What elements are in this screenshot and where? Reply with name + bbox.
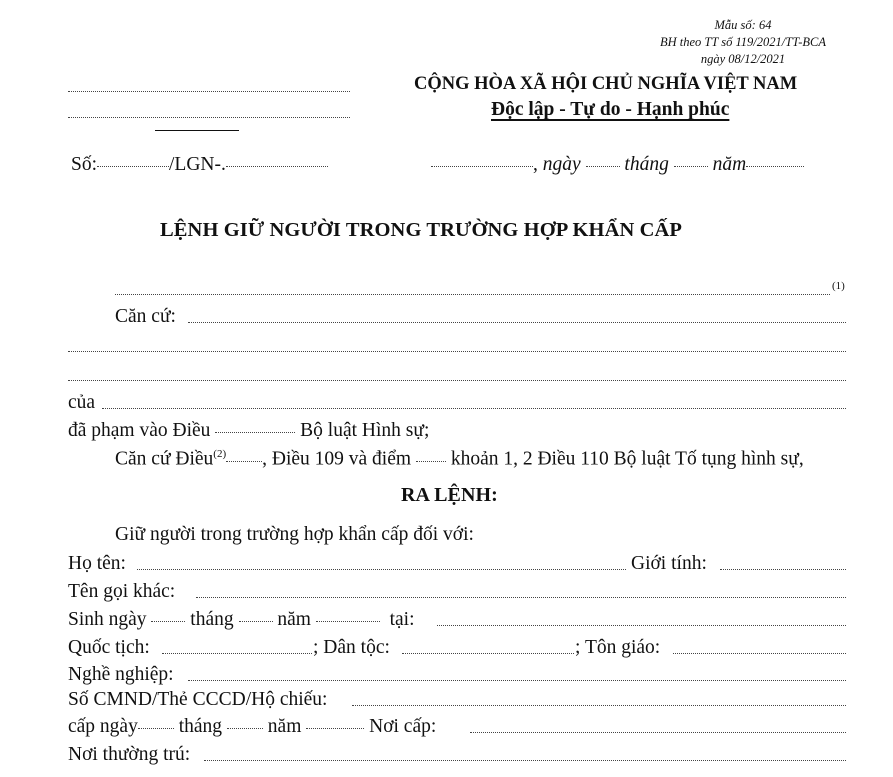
footnote-1: (1) — [832, 280, 845, 292]
religion-label: ; Tôn giáo: — [575, 637, 661, 658]
month-label: tháng — [624, 154, 669, 175]
violated-article-field[interactable] — [215, 432, 295, 433]
issued-day-field[interactable] — [138, 728, 174, 729]
alias-field[interactable] — [196, 597, 846, 598]
number-label: Số: — [71, 154, 98, 175]
gender-field[interactable] — [720, 569, 846, 570]
id-number-label: Số CMND/Thẻ CCCD/Hộ chiếu: — [68, 689, 328, 710]
form-number: Mẫu số: 64 — [714, 18, 772, 32]
issued-day-label: cấp ngày — [68, 716, 138, 737]
issue-line — [68, 716, 436, 738]
footnote-2: (2) — [213, 448, 227, 460]
legal-basis-prefix: Căn cứ Điều — [115, 448, 214, 470]
order-intro: Giữ người trong trường hợp khẩn cấp đối với: — [115, 524, 474, 545]
legal-basis-article-field[interactable] — [226, 461, 262, 462]
basis-field[interactable] — [188, 322, 846, 323]
agency-name-field[interactable] — [68, 91, 350, 92]
ethnicity-label: ; Dân tộc: — [313, 637, 390, 658]
form-issued-by: BH theo TT số 119/2021/TT-BCA — [660, 35, 826, 49]
birth-line — [68, 609, 415, 631]
place-date — [431, 154, 804, 176]
place-field[interactable] — [431, 166, 533, 167]
issued-month-field[interactable] — [227, 728, 263, 729]
born-day-field[interactable] — [151, 621, 185, 622]
legal-basis-mid: , Điều 109 và điểm — [262, 448, 412, 470]
country-name: CỘNG HÒA XÃ HỘI CHỦ NGHĨA VIỆT NAM — [414, 74, 798, 94]
born-place-field[interactable] — [437, 625, 846, 626]
order-heading: RA LỆNH: — [401, 484, 498, 506]
basis-field-line-3[interactable] — [68, 380, 846, 381]
religion-field[interactable] — [673, 653, 846, 654]
year-field[interactable] — [746, 166, 804, 167]
of-field[interactable] — [102, 408, 846, 409]
number-field[interactable] — [97, 166, 169, 167]
day-field[interactable] — [586, 166, 620, 167]
residence-field[interactable] — [204, 760, 846, 761]
issued-month-label: tháng — [178, 716, 223, 737]
issued-year-label: năm — [267, 716, 302, 737]
born-month-label: tháng — [190, 609, 234, 630]
occupation-label: Nghề nghiệp: — [68, 664, 174, 685]
of-label: của — [68, 392, 96, 413]
born-year-label: năm — [277, 609, 311, 630]
criminal-code-label: Bộ luật Hình sự; — [300, 420, 430, 441]
year-label: năm — [712, 154, 747, 175]
residence-label: Nơi thường trú: — [68, 744, 191, 765]
issued-year-field[interactable] — [306, 728, 364, 729]
occupation-field[interactable] — [188, 680, 846, 681]
number-suffix: /LGN-. — [169, 154, 226, 175]
born-month-field[interactable] — [239, 621, 273, 622]
number-code-field[interactable] — [226, 166, 328, 167]
form-meta — [613, 17, 873, 68]
basis-label: Căn cứ: — [115, 306, 176, 327]
ethnicity-field[interactable] — [402, 653, 574, 654]
issued-place-label: Nơi cấp: — [369, 716, 437, 737]
month-field[interactable] — [674, 166, 708, 167]
agency-divider — [155, 130, 239, 131]
gender-label: Giới tính: — [631, 553, 707, 574]
issued-place-field[interactable] — [470, 732, 846, 733]
full-name-label: Họ tên: — [68, 553, 126, 574]
legal-basis-line — [115, 448, 804, 471]
nationality-field[interactable] — [162, 653, 312, 654]
national-motto: Độc lập - Tự do - Hạnh phúc — [491, 99, 730, 120]
violated-article-line — [68, 420, 429, 442]
legal-basis-suffix: khoản 1, 2 Điều 110 Bộ luật Tố tụng hình sự, — [450, 448, 804, 470]
id-number-field[interactable] — [352, 705, 846, 706]
nationality-label: Quốc tịch: — [68, 637, 150, 658]
born-place-label: tại: — [389, 609, 415, 630]
document-title: LỆNH GIỮ NGƯỜI TRONG TRƯỜNG HỢP KHẨN CẤP — [160, 219, 683, 241]
alias-label: Tên gọi khác: — [68, 581, 176, 602]
born-day-label: Sinh ngày — [68, 609, 147, 630]
reference-number — [71, 154, 328, 176]
form-issued-date: ngày 08/12/2021 — [700, 52, 786, 66]
issuing-authority-field[interactable] — [115, 294, 830, 295]
day-label: ngày — [542, 154, 581, 175]
date-comma: , — [533, 154, 538, 175]
born-year-field[interactable] — [316, 621, 380, 622]
violated-label: đã phạm vào Điều — [68, 420, 211, 441]
point-field[interactable] — [416, 461, 446, 462]
agency-unit-field[interactable] — [68, 117, 350, 118]
basis-field-line-2[interactable] — [68, 351, 846, 352]
full-name-field[interactable] — [137, 569, 626, 570]
